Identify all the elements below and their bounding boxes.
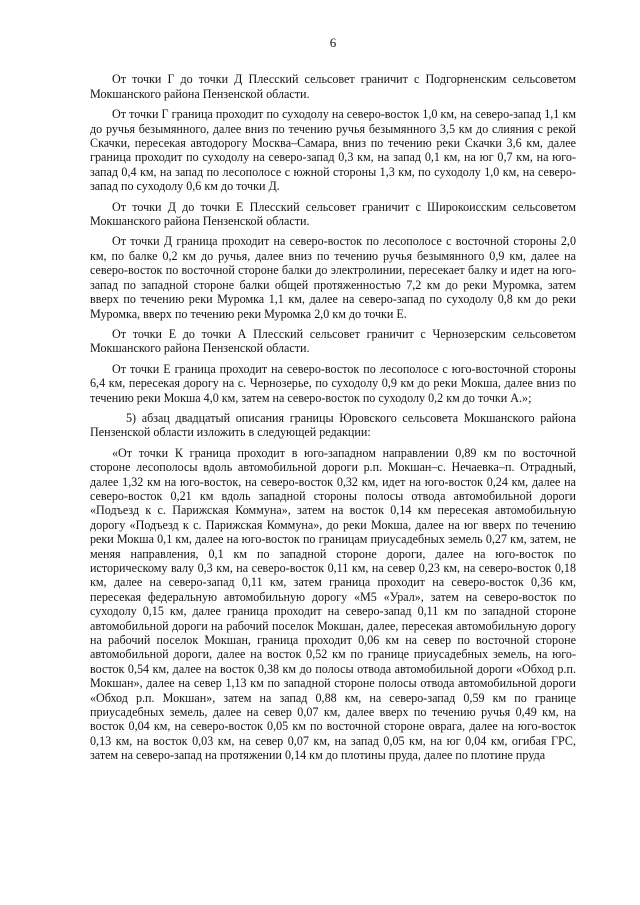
paragraph-boundary-g-d-intro: От точки Г до точки Д Плесский сельсовет граничит с Подгорненским сельсоветом Мокшанского района Пензенской области. (90, 72, 576, 101)
paragraph-boundary-d-e-intro: От точки Д до точки Е Плесский сельсовет граничит с Широкоисским сельсоветом Мокшанского района Пензенской области. (90, 199, 576, 229)
paragraph-boundary-e-a-intro: От точки Е до точки А Плесский сельсовет граничит с Чернозерским сельсоветом Мокшанского района Пензенской области. (90, 326, 576, 356)
paragraph-boundary-e-a-description: От точки Е граница проходит на северо-восток по лесополосе с юго-восточной стороны 6,4 км, пересекая дорогу на с. Чернозерье, по суходолу 0,9 км до реки Мокша, далее вниз по течению реки Мокша 4,0 км, затем на северо-восток по суходолу 0,2 км до точки А.»; (90, 361, 576, 405)
amendment-item-5: 5) абзац двадцатый описания границы Юровского сельсовета Мокшанского района Пензенской области изложить в следующей редакции: (90, 410, 576, 440)
paragraph-boundary-d-e-description: От точки Д граница проходит на северо-восток по лесополосе с восточной стороны 2,0 км, по балке 0,2 км до ручья, далее вниз по течению ручья безымянного 0,9 км, далее на северо-восток по восточной стороне балки до электролинии, пересекает балку и идет на юго-запад по западной стороне балки общей протяженностью 7,2 км до реки Муромка, затем вверх по течению реки Муромка 1,1 км, далее на северо-запад по суходолу 0,8 км до реки Муромка, вверх по течению реки Муромка 2,0 км до точки Е. (90, 234, 576, 321)
amendment-quote-text: «От точки К граница проходит в юго-западном направлении 0,89 км по восточной стороне лесополосы вдоль автомобильной дороги р.п. Мокшан–с. Нечаевка–п. Отрадный, далее 1,32 км на юго-восток, на северо-восток 0,32 км, идет на юго-восток 0,24 км, далее на северо-восток 0,21 км вдоль западной стороны полосы отвода автомобильной дороги «Подъезд к с. Парижская Коммуна», затем на восток 0,14 км пересекая автомобильную дорогу «Подъезд к с. Парижская Коммуна», до реки Мокша, далее на юг вверх по течению реки Мокша 0,1 км, далее на юго-восток по границам приусадебных земель 0,27 км, затем, не меняя направления, 0,1 км по западной стороне дороги, далее на юго-восток по историческому валу 0,3 км, на северо-восток 0,11 км, на север 0,23 км, на северо-восток 0,18 км, далее на северо-запад 0,11 км, затем граница проходит на северо-восток 0,36 км, пересекая федеральную автомобильную дорогу «М5 «Урал», затем на северо-восток по суходолу 0,15 км, далее граница проходит на северо-запад 0,11 км по западной стороне автомобильной дороги на рабочий поселок Мокшан, далее, пересекая автомобильную дорогу на рабочий поселок Мокшан, граница проходит 0,06 км на север по восточной стороне автомобильной дороги, далее на восток 0,52 км по границе приусадебных земель, на юго-восток 0,54 км, далее на восток 0,38 км до полосы отвода автомобильной дороги «Обход р.п. Мокшан», далее на север 1,13 км по западной стороне полосы отвода автомобильной дороги «Обход р.п. Мокшан», затем на запад 0,88 км, на северо-запад 0,59 км по границе приусадебных земель, далее на север 0,07 км, далее вверх по течению ручья 0,49 км, на восток 0,04 км, на северо-восток 0,05 км по восточной стороне оврага, далее на юго-восток 0,13 км, на восток 0,03 км, на север 0,07 км, на запад 0,05 км, на юг 0,04 км, огибая ГРС, затем на северо-запад на протяжении 0,14 км до плотины пруда, далее по плотине пруда (90, 445, 576, 763)
page-number: 6 (329, 35, 337, 50)
paragraph-boundary-g-d-description: От точки Г граница проходит по суходолу на северо-восток 1,0 км, на северо-запад 1,1 км до ручья безымянного, далее вниз по течению ручья безымянного 3,5 км до слияния с рекой Скачки, пересекая автодорогу Москва–Самара, вниз по течению реки Скачки 3,6 км, далее граница проходит по суходолу на северо-запад 0,3 км, на запад 0,1 км, на юг 0,7 км, на юго-запад 0,4 км, на запад по лесополосе с южной стороны 1,3 км, по суходолу 1,0 км, на северо-запад по суходолу 0,6 км до точки Д. (90, 107, 576, 194)
